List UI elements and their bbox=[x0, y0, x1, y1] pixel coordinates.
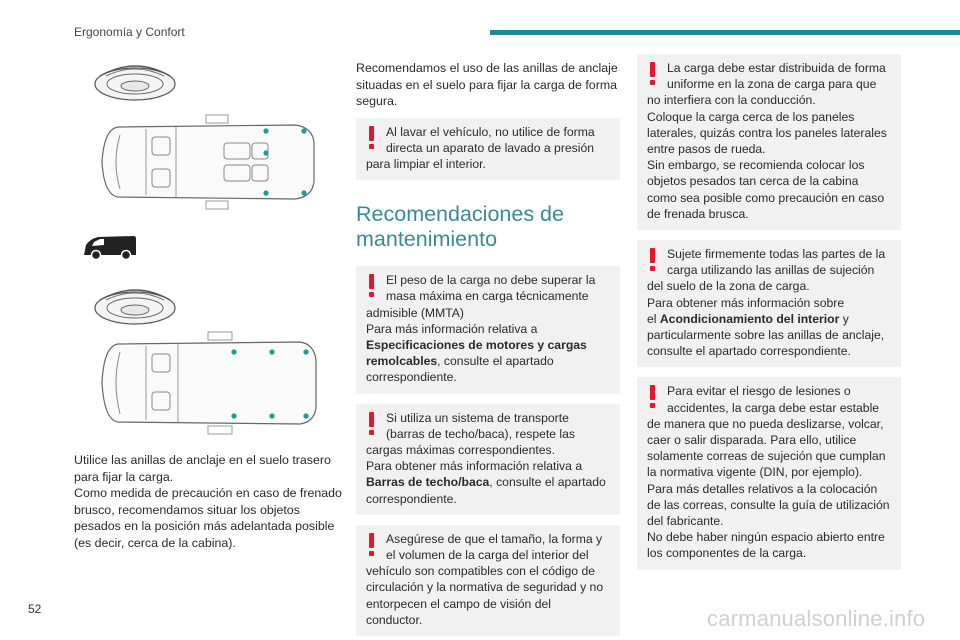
caption-line: Utilice las anillas de anclaje en el suelo trasero bbox=[74, 453, 331, 467]
warning-text: Para obtener más información relativa a bbox=[366, 459, 583, 474]
warning-text: el bbox=[647, 311, 660, 326]
warning-text: Sin embargo, se recomienda colocar los objetos pesados tan cerca de la cabina como sea posible como precaución en caso de frenada brusca. bbox=[647, 158, 885, 221]
caption-line: pesados en la posición más adelantada posible bbox=[74, 519, 335, 533]
warning-text: y particularmente sobre las anillas de anclaje, consulte el apartado correspondiente. bbox=[647, 311, 885, 359]
secure-warning-box bbox=[637, 240, 901, 367]
warning-lead: Si utiliza un sistema de transporte (barras de techo/baca), respete las bbox=[386, 410, 576, 441]
warning-icon bbox=[369, 126, 375, 150]
section-title: mantenimiento bbox=[356, 227, 498, 252]
warning-text: Coloque la carga cerca de los paneles laterales, quizás contra los paneles laterales entre pasos de rueda. bbox=[647, 109, 887, 157]
section-title: Recomendaciones de bbox=[356, 202, 564, 227]
van-top-view-icon bbox=[100, 107, 320, 222]
distribution-warning-box bbox=[637, 54, 901, 230]
load-warning-box bbox=[356, 266, 620, 393]
warning-lead: Asegúrese de que el tamaño, la forma y el volumen de la carga del interior del bbox=[386, 531, 603, 562]
header-accent-bar bbox=[490, 30, 960, 35]
warning-icon bbox=[650, 62, 656, 86]
warning-text: No debe haber ningún espacio abierto entre los componentes de la carga. bbox=[647, 530, 885, 561]
warning-lead: El peso de la carga no debe superar la masa máxima en carga técnicamente bbox=[386, 273, 596, 304]
warning-text: Para más información relativa a bbox=[366, 321, 538, 336]
warning-text: para limpiar el interior. bbox=[366, 156, 486, 171]
tie-down-ring-icon bbox=[90, 58, 180, 113]
wash-warning-box bbox=[356, 118, 620, 181]
warning-lead: Al lavar el vehículo, no utilice de forma directa un aparato de lavado a presión bbox=[386, 124, 595, 155]
warning-text: admisible (MMTA) bbox=[366, 305, 464, 320]
warning-text: del suelo de la zona de carga. bbox=[647, 279, 810, 294]
intro-line: Recomendamos el uso de las anillas de anclaje bbox=[356, 61, 618, 75]
left-caption bbox=[74, 452, 344, 551]
reference-link: Especificaciones de motores y cargas remolcables bbox=[366, 337, 587, 369]
intro-line: situadas en el suelo para fijar la carga de forma bbox=[356, 77, 618, 92]
long-van-icon bbox=[82, 233, 138, 268]
warning-icon bbox=[650, 385, 656, 409]
caption-line: (es decir, cerca de la cabina). bbox=[74, 535, 236, 550]
warning-text: cargas máximas correspondientes. bbox=[366, 442, 555, 457]
roof-warning-box bbox=[356, 404, 620, 515]
header-section-title: Ergonomía y Confort bbox=[74, 25, 185, 39]
warning-icon bbox=[369, 533, 375, 557]
warning-lead: Sujete firmemente todas las partes de la carga utilizando las anillas de sujeción bbox=[667, 247, 886, 278]
watermark: carmanualsonline.info bbox=[707, 606, 926, 631]
warning-text: de manera que no pueda deslizarse, volcar, caer o salir disparada. Para ello, utilice solamente correas de sujeción que cumplan la normativa vigente (DIN, por ejemplo). bbox=[647, 416, 886, 480]
warning-icon bbox=[369, 274, 375, 298]
size-warning-box bbox=[356, 525, 620, 636]
warning-text: no interfiera con la conducción. bbox=[647, 93, 816, 108]
intro-line: segura. bbox=[356, 94, 398, 108]
caption-line: brusco, recomendamos situar los objetos bbox=[74, 502, 300, 517]
middle-column bbox=[356, 60, 620, 636]
warning-text: vehículo son compatibles con el código de circulación y la normativa de seguridad y no entorpecen el campo de visión del conductor. bbox=[366, 564, 604, 627]
warning-text: , consulte el apartado correspondiente. bbox=[366, 354, 554, 385]
injury-warning-box bbox=[637, 377, 901, 569]
caption-line: Como medida de precaución en caso de frenado bbox=[74, 486, 342, 500]
caption-line: para fijar la carga. bbox=[74, 469, 174, 484]
warning-icon bbox=[369, 412, 375, 436]
tie-down-ring-icon bbox=[90, 282, 180, 337]
long-van-top-view-icon bbox=[100, 330, 320, 445]
page-number: 52 bbox=[28, 602, 42, 616]
warning-lead: La carga debe estar distribuida de forma uniforme en la zona de carga para que bbox=[667, 61, 886, 92]
warning-text: , consulte el apartado correspondiente. bbox=[366, 475, 606, 506]
reference-link: Barras de techo/baca bbox=[366, 475, 490, 490]
warning-text: Para obtener más información sobre bbox=[647, 295, 845, 310]
warning-lead: Para evitar el riesgo de lesiones o accidentes, la carga debe estar estable bbox=[667, 384, 880, 415]
warning-icon bbox=[650, 248, 656, 272]
reference-link: Acondicionamiento del interior bbox=[659, 311, 840, 326]
right-column bbox=[637, 54, 901, 570]
warning-text: Para más detalles relativos a la colocación de las correas, consulte la guía de utilización del fabricante. bbox=[647, 481, 890, 529]
